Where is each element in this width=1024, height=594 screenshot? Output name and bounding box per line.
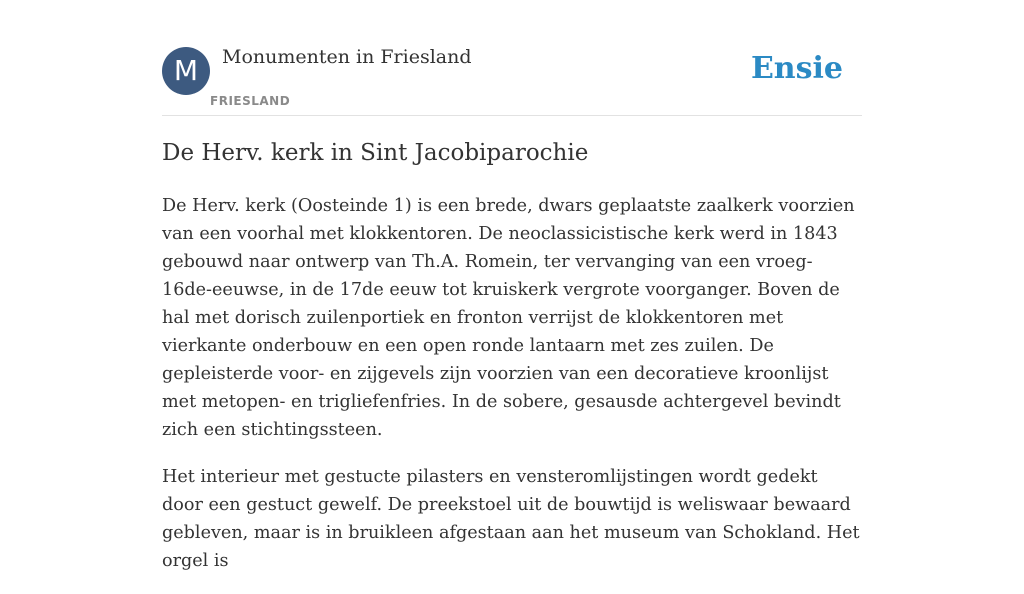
avatar[interactable]: M [162,47,210,95]
book-title-link[interactable]: Monumenten in Friesland [222,46,472,68]
header [162,0,862,116]
article-body [162,192,862,594]
page-container [162,0,862,571]
article-title: De Herv. kerk in Sint Jacobiparochie [162,140,589,166]
category-label[interactable]: FRIESLAND [210,94,291,108]
brand-logo[interactable]: Ensie [750,51,843,86]
article-paragraph: Het interieur met gestucte pilasters en vensteromlijstingen wordt gedekt door een gestuct gewelf. De preekstoel uit de bouwtijd is weliswaar bewaard gebleven, maar is in bruikleen afgestaan aan het museum van Schokland. Het orgel is [162,467,860,571]
article-paragraph: De Herv. kerk (Oosteinde 1) is een brede, dwars geplaatste zaalkerk voorzien van een voorhal met klokkentoren. De neoclassicistische kerk werd in 1843 gebouwd naar ontwerp van Th.A. Romein, ter vervanging van een vroeg-16de-eeuwse, in de 17de eeuw tot kruiskerk vergrote voorganger. Boven de hal met dorisch zuilenportiek en fronton verrijst de klokkentoren met vierkante onderbouw en een open ronde lantaarn met zes zuilen. De gepleisterde voor- en zijgevels zijn voorzien van een decoratieve kroonlijst met metopen- en trigliefenfries. In de sobere, gesausde achtergevel bevindt zich een stichtingssteen. [162,196,855,440]
